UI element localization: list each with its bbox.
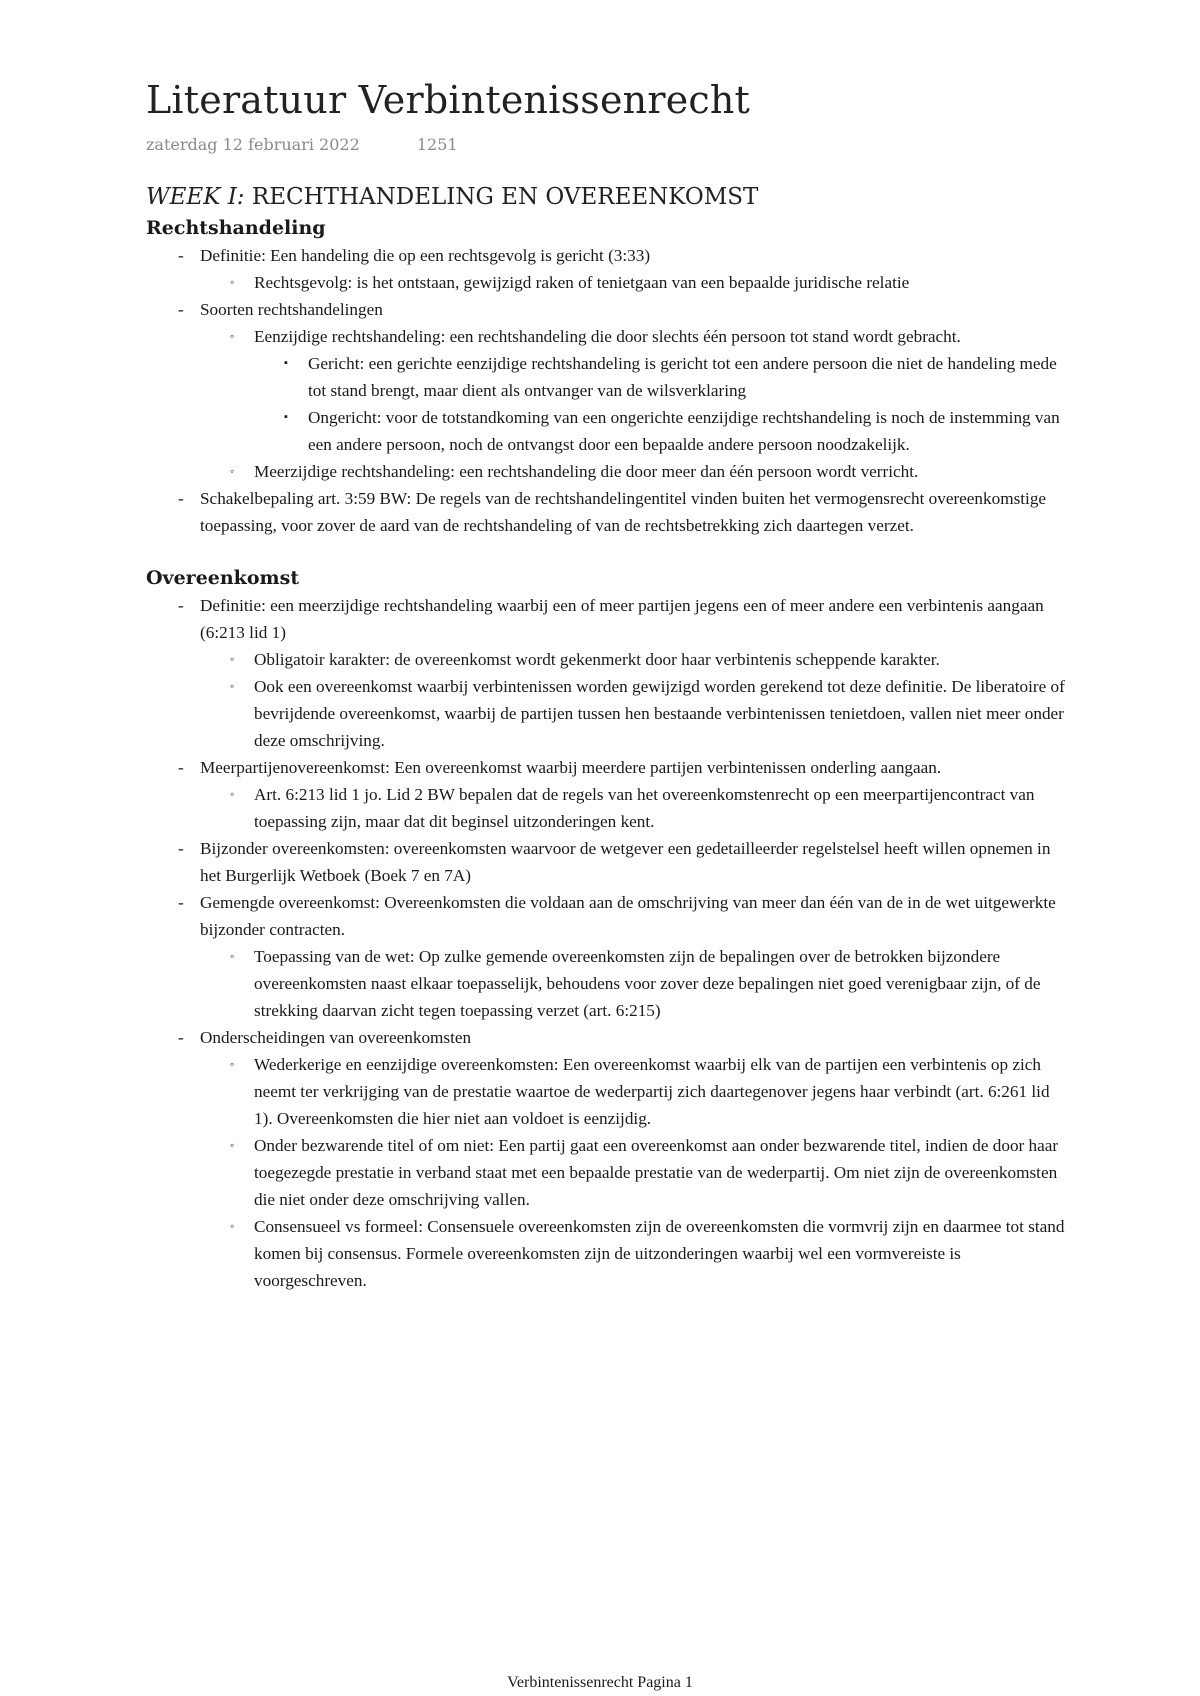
list-item [230, 646, 1066, 673]
bullet-list-level-2 [200, 323, 1066, 485]
bullet-marker: - [178, 596, 184, 615]
bullet-marker: ◦ [230, 1057, 235, 1071]
bullet-marker: ◦ [230, 1138, 235, 1152]
list-item-text: Meerpartijenovereenkomst: Een overeenkomst waarbij meerdere partijen verbintenissen onderling aangaan. [200, 758, 942, 777]
bullet-marker: - [178, 300, 184, 319]
list-item-text: Soorten rechtshandelingen [200, 300, 383, 319]
list-item [230, 1051, 1066, 1132]
bullet-marker: ◦ [230, 787, 235, 801]
list-item-text: Eenzijdige rechtshandeling: een rechtshandeling die door slechts één persoon tot stand wordt gebracht. [254, 327, 961, 346]
list-item [178, 754, 1066, 835]
bullet-list-level-1 [146, 592, 1066, 1294]
list-item [230, 323, 1066, 458]
bullet-marker: - [178, 839, 184, 858]
list-item [230, 269, 1066, 296]
bullet-list-level-2 [200, 269, 1066, 296]
list-item [178, 889, 1066, 1024]
bullet-marker: ▪ [284, 411, 288, 423]
bullet-marker: ◦ [230, 329, 235, 343]
list-item-text: Toepassing van de wet: Op zulke gemende overeenkomsten zijn de bepalingen over de betrokken bijzondere overeenkomsten naast elkaar toepasselijk, behoudens voor zover deze bepalingen niet goed verenigbaar zijn, of de strekking daarvan zicht tegen toepassing verzet (art. 6:215) [254, 947, 1041, 1020]
bullet-list-level-3 [254, 350, 1066, 458]
bullet-marker: - [178, 758, 184, 777]
list-item-text: Obligatoir karakter: de overeenkomst wordt gekenmerkt door haar verbintenis scheppende karakter. [254, 650, 940, 669]
page-time: 1251 [416, 135, 458, 154]
week-title: RECHTHANDELING EN OVEREENKOMST [251, 184, 759, 210]
list-item [230, 673, 1066, 754]
list-item-text: Onder bezwarende titel of om niet: Een partij gaat een overeenkomst aan onder bezwarende titel, indien de door haar toegezegde prestatie in verband staat met een bepaalde prestatie van de wederpartij. Om niet zijn de overeenkomsten die niet onder deze omschrijving vallen. [254, 1136, 1059, 1209]
list-item-text: Definitie: een meerzijdige rechtshandeling waarbij een of meer partijen jegens een of meer andere een verbintenis aangaan (6:213 lid 1) [200, 596, 1044, 642]
bullet-marker: ◦ [230, 275, 235, 289]
bullet-list-level-2 [200, 646, 1066, 754]
bullet-marker: - [178, 893, 184, 912]
list-item-text: Art. 6:213 lid 1 jo. Lid 2 BW bepalen dat de regels van het overeenkomstenrecht op een meerpartijencontract van toepassing zijn, maar dat dit beginsel uitzonderingen kent. [254, 785, 1035, 831]
week-heading [146, 182, 1066, 212]
list-item [178, 592, 1066, 754]
note-content [146, 182, 1066, 1294]
list-item [178, 485, 1066, 539]
list-item [230, 458, 1066, 485]
list-item-text: Bijzonder overeenkomsten: overeenkomsten waarvoor de wetgever een gedetailleerder regelstelsel heeft willen opnemen in het Burgerlijk Wetboek (Boek 7 en 7A) [200, 839, 1051, 885]
page-footer: Verbintenissenrecht Pagina 1 [507, 1674, 693, 1691]
list-item-text: Onderscheidingen van overeenkomsten [200, 1028, 472, 1047]
section-heading: Rechtshandeling [146, 217, 326, 239]
section-heading: Overeenkomst [146, 567, 300, 589]
bullet-marker: ◦ [230, 652, 235, 666]
list-item-text: Definitie: Een handeling die op een rechtsgevolg is gericht (3:33) [200, 246, 651, 265]
bullet-marker: ◦ [230, 464, 235, 478]
list-item-text: Rechtsgevolg: is het ontstaan, gewijzigd raken of tenietgaan van een bepaalde juridische relatie [254, 273, 910, 292]
bullet-marker: - [178, 489, 184, 508]
list-item [230, 1213, 1066, 1294]
bullet-list-level-2 [200, 943, 1066, 1024]
list-item [178, 835, 1066, 889]
list-item [284, 404, 1066, 458]
bullet-list-level-1 [146, 242, 1066, 539]
sections [146, 214, 1066, 1294]
week-prefix: WEEK I: [146, 184, 245, 210]
bullet-list-level-2 [200, 781, 1066, 835]
list-item-text: Ongericht: voor de totstandkoming van een ongerichte eenzijdige rechtshandeling is noch de instemming van een andere persoon, noch de ontvangst door een bepaalde andere persoon noodzakelijk. [308, 408, 1060, 454]
bullet-list-level-2 [200, 1051, 1066, 1294]
bullet-marker: - [178, 246, 184, 265]
list-item [178, 296, 1066, 485]
list-item [230, 1132, 1066, 1213]
list-item-text: Meerzijdige rechtshandeling: een rechtshandeling die door meer dan één persoon wordt verricht. [254, 462, 919, 481]
bullet-marker: ◦ [230, 1219, 235, 1233]
bullet-marker: ◦ [230, 949, 235, 963]
list-item [284, 350, 1066, 404]
page-title: Literatuur Verbintenissenrecht [146, 78, 751, 122]
list-item [178, 242, 1066, 296]
list-item [230, 781, 1066, 835]
list-item-text: Schakelbepaling art. 3:59 BW: De regels van de rechtshandelingentitel vinden buiten het vermogensrecht overeenkomstige toepassing, voor zover de aard van de rechtshandeling of van de rechtsbetrekking zich daartegen verzet. [200, 489, 1047, 535]
bullet-marker: ◦ [230, 679, 235, 693]
bullet-marker: - [178, 1028, 184, 1047]
list-item-text: Wederkerige en eenzijdige overeenkomsten: Een overeenkomst waarbij elk van de partijen een verbintenis op zich neemt ter verkrijging van de prestatie waartoe de wederpartij zich daartegenover jegens haar verbindt (art. 6:261 lid 1). Overeenkomsten die hier niet aan voldoet is eenzijdig. [254, 1055, 1050, 1128]
page-meta [146, 135, 458, 154]
list-item-text: Gericht: een gerichte eenzijdige rechtshandeling is gericht tot een andere persoon die niet de handeling mede tot stand brengt, maar dient als ontvanger van de wilsverklaring [308, 354, 1057, 400]
list-item [230, 943, 1066, 1024]
bullet-marker: ▪ [284, 357, 288, 369]
list-item-text: Ook een overeenkomst waarbij verbintenissen worden gewijzigd worden gerekend tot deze definitie. De liberatoire of bevrijdende overeenkomst, waarbij de partijen tussen hen bestaande verbintenissen tenietdoen, vallen niet meer onder deze omschrijving. [254, 677, 1065, 750]
list-item [178, 1024, 1066, 1294]
page-date: zaterdag 12 februari 2022 [146, 135, 360, 154]
list-item-text: Gemengde overeenkomst: Overeenkomsten die voldaan aan de omschrijving van meer dan één van de in de wet uitgewerkte bijzonder contracten. [200, 893, 1056, 939]
list-item-text: Consensueel vs formeel: Consensuele overeenkomsten zijn de overeenkomsten die vormvrij zijn en daarmee tot stand komen bij consensus. Formele overeenkomsten zijn de uitzonderingen waarbij wel een vormvereiste is voorgeschreven. [254, 1217, 1065, 1290]
